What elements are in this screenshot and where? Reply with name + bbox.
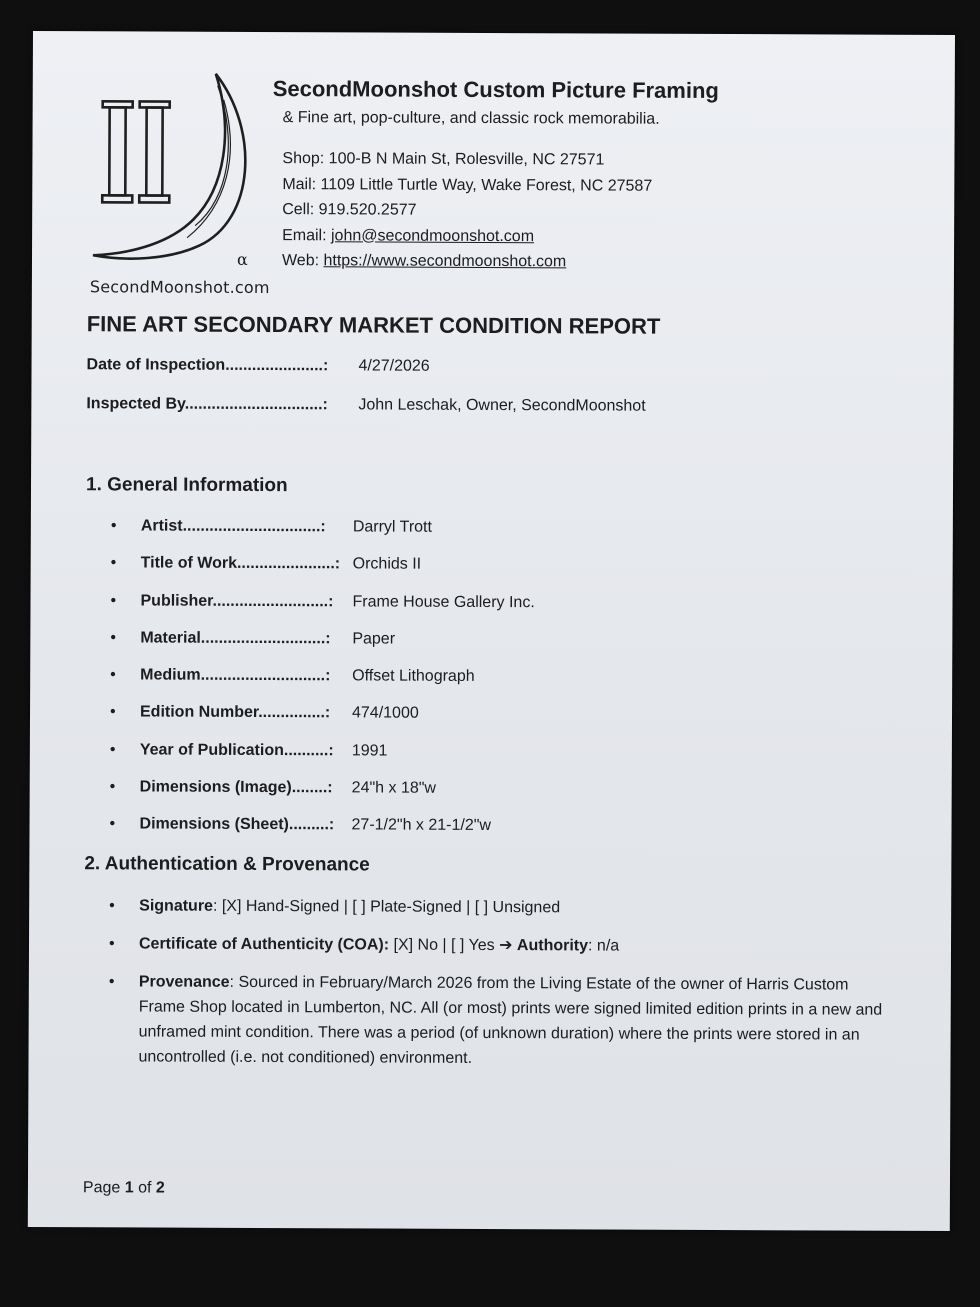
section-authentication-title: 2. Authentication & Provenance	[84, 853, 370, 876]
list-item	[110, 592, 534, 631]
section-general-title: 1. General Information	[85, 474, 288, 497]
field-label: • Dimensions (Image)........:	[139, 778, 333, 797]
field-value: Orchids II	[352, 555, 422, 573]
company-header	[272, 76, 933, 276]
field-label: • Title of Work......................:	[140, 554, 341, 573]
inspected-by-label: Inspected By...............................:	[86, 395, 328, 414]
field-value: Paper	[352, 630, 396, 648]
web-label: Web:	[281, 252, 324, 270]
field-label: • Medium............................:	[140, 666, 331, 685]
signature-value: : [X] Hand-Signed | [ ] Plate-Signed | [ ] Unsigned	[212, 897, 561, 917]
list-item	[111, 517, 535, 556]
report-title: FINE ART SECONDARY MARKET CONDITION REPORT	[86, 311, 661, 339]
page-word: Page	[82, 1179, 125, 1197]
coa-label: Certificate of Authenticity (COA):	[138, 935, 390, 954]
page-total: 2	[155, 1179, 165, 1197]
page-number: 1	[124, 1179, 134, 1197]
field-label: • Material............................:	[140, 629, 331, 648]
authentication-list	[108, 893, 889, 1072]
general-info-list	[109, 517, 535, 855]
list-item	[110, 629, 534, 668]
provenance-label: Provenance	[138, 973, 230, 991]
cell-phone: Cell: 919.520.2577	[282, 201, 417, 219]
of-word: of	[133, 1179, 156, 1197]
field-value: Offset Lithograph	[352, 667, 475, 686]
company-name: SecondMoonshot Custom Picture Framing	[272, 76, 719, 103]
field-label: • Dimensions (Sheet).........:	[139, 815, 335, 834]
list-item	[110, 778, 534, 817]
field-label: • Artist...............................:	[140, 517, 326, 536]
page-footer	[83, 1179, 165, 1197]
logo-alpha-mark: α	[236, 249, 248, 269]
list-item	[109, 816, 533, 855]
field-value: Darryl Trott	[352, 518, 433, 536]
authority-label: Authority	[516, 937, 589, 955]
field-value: 27-1/2"h x 21-1/2"w	[351, 816, 492, 835]
field-label: • Edition Number...............:	[139, 703, 331, 722]
list-item	[110, 741, 534, 780]
list-item	[110, 667, 534, 706]
field-label: • Year of Publication..........:	[139, 741, 334, 760]
signature-label: Signature	[139, 897, 214, 915]
email-line	[282, 223, 932, 251]
email-label: Email:	[282, 226, 332, 244]
field-value: 1991	[351, 742, 388, 760]
provenance-item	[108, 969, 888, 1072]
crescent-moon-logo-icon	[87, 69, 258, 275]
web-line	[282, 248, 932, 276]
field-value: Frame House Gallery Inc.	[352, 592, 535, 611]
inspected-by-row	[86, 395, 645, 415]
authority-value: : n/a	[588, 937, 620, 955]
company-logo	[87, 69, 270, 298]
list-item	[110, 704, 534, 743]
list-item	[111, 555, 535, 594]
logo-website: SecondMoonshot.com	[89, 277, 270, 298]
shop-address: Shop: 100-B N Main St, Rolesville, NC 27571	[282, 150, 605, 169]
field-value: 24"h x 18"w	[351, 779, 437, 797]
field-value: 474/1000	[351, 704, 419, 723]
signature-item	[109, 893, 889, 934]
document-page	[28, 31, 955, 1231]
coa-item	[109, 931, 889, 972]
web-link[interactable]: https://www.secondmoonshot.com	[323, 252, 567, 271]
date-of-inspection-row	[87, 356, 430, 375]
field-label: • Publisher..........................:	[140, 592, 334, 610]
inspected-by-value: John Leschak, Owner, SecondMoonshot	[358, 396, 646, 415]
contact-block	[282, 146, 933, 276]
provenance-value: : Sourced in February/March 2026 from the Living Estate of the owner of Harris Custom Frame Shop located in Lumberton, NC. All (or most) prints were signed limited edition prints in a new and unframed mint condition. There was a period (of unknown duration) where the prints were stored in an uncontrolled (i.e. not conditioned) environment.	[138, 973, 883, 1067]
mail-address: Mail: 1109 Little Turtle Way, Wake Forest, NC 27587	[282, 175, 653, 195]
company-tagline: & Fine art, pop-culture, and classic rock memorabilia.	[282, 109, 660, 128]
email-link[interactable]: john@secondmoonshot.com	[330, 226, 535, 245]
date-of-inspection-value: 4/27/2026	[358, 357, 430, 375]
coa-value: [X] No | [ ] Yes ➔	[389, 936, 517, 955]
date-of-inspection-label: Date of Inspection......................:	[86, 356, 329, 375]
